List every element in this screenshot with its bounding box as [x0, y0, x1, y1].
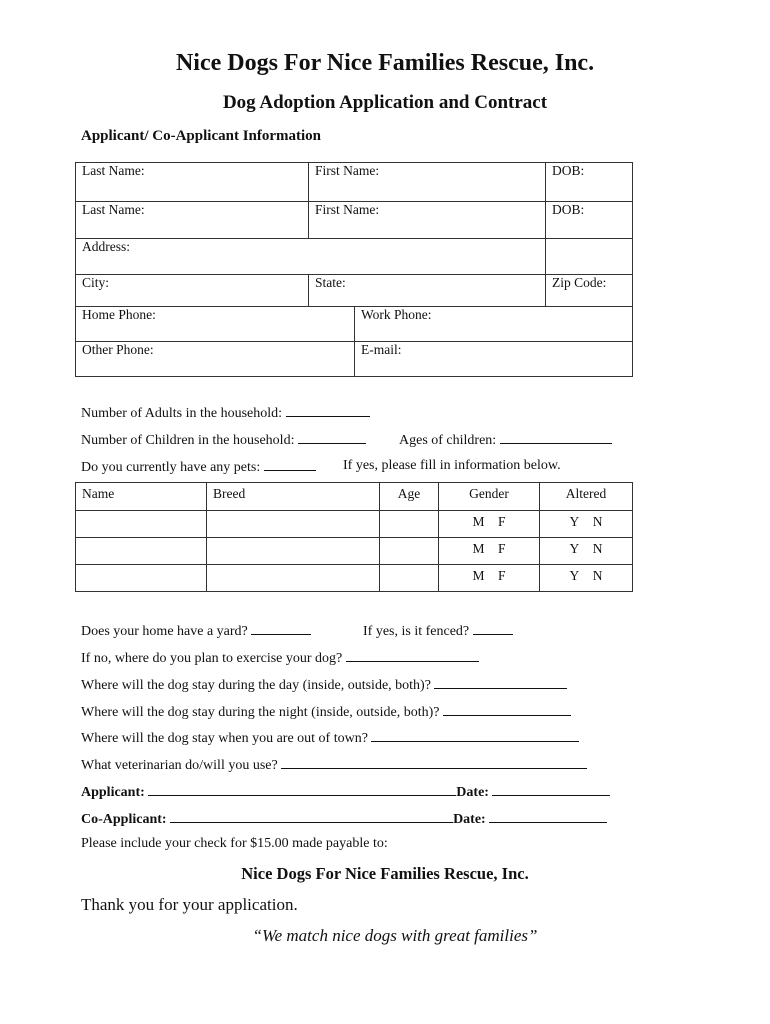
applicant-signature-input[interactable]	[148, 783, 456, 796]
dob-label: DOB:	[552, 163, 585, 178]
col-name: Name	[76, 483, 207, 511]
co-first-name-label: First Name:	[315, 202, 380, 217]
gender-m[interactable]: M	[472, 514, 485, 529]
fenced-input[interactable]	[473, 622, 513, 635]
pet-altered-cell[interactable]	[540, 565, 633, 592]
adults-label: Number of Adults in the household:	[81, 406, 283, 421]
address-field[interactable]	[76, 239, 546, 275]
co-first-name-field[interactable]	[309, 202, 546, 239]
applicant-date-input[interactable]	[492, 783, 610, 796]
zip-label: Zip Code:	[552, 275, 607, 290]
children-row	[81, 431, 366, 449]
children-label: Number of Children in the household:	[81, 433, 295, 448]
night-row	[81, 703, 571, 721]
children-input[interactable]	[298, 431, 366, 444]
pet-breed-cell[interactable]	[207, 511, 380, 538]
table-row	[76, 565, 633, 592]
pets-input[interactable]	[264, 458, 316, 471]
city-field[interactable]	[76, 275, 309, 307]
other-phone-field[interactable]	[76, 342, 355, 377]
pet-gender-cell[interactable]	[439, 538, 540, 565]
col-altered: Altered	[540, 483, 633, 511]
pet-age-cell[interactable]	[380, 565, 439, 592]
co-applicant-signature-input[interactable]	[170, 810, 453, 823]
pet-altered-cell[interactable]	[540, 538, 633, 565]
co-last-name-field[interactable]	[76, 202, 309, 239]
pets-header-row	[76, 483, 633, 511]
col-gender: Gender	[439, 483, 540, 511]
pet-altered-cell[interactable]	[540, 511, 633, 538]
table-row	[76, 538, 633, 565]
out-of-town-input[interactable]	[371, 729, 579, 742]
altered-n[interactable]: N	[592, 568, 603, 583]
pet-gender-cell[interactable]	[439, 511, 540, 538]
col-breed: Breed	[207, 483, 380, 511]
pet-breed-cell[interactable]	[207, 565, 380, 592]
thank-you: Thank you for your application.	[81, 895, 298, 914]
address-extra-field[interactable]	[546, 239, 633, 275]
out-of-town-row	[81, 729, 579, 747]
co-dob-label: DOB:	[552, 202, 585, 217]
exercise-row	[81, 649, 479, 667]
pet-age-cell[interactable]	[380, 511, 439, 538]
yard-input[interactable]	[251, 622, 311, 635]
state-label: State:	[315, 275, 346, 290]
dob-field[interactable]	[546, 163, 633, 202]
pet-name-cell[interactable]	[76, 538, 207, 565]
payment-note: Please include your check for $15.00 made payable to:	[81, 836, 388, 851]
fenced-row	[363, 622, 513, 640]
state-field[interactable]	[309, 275, 546, 307]
work-phone-label: Work Phone:	[361, 307, 432, 322]
altered-y[interactable]: Y	[569, 514, 580, 529]
gender-f[interactable]: F	[498, 568, 506, 583]
yard-label: Does your home have a yard?	[81, 624, 248, 639]
gender-m[interactable]: M	[472, 568, 485, 583]
pets-table	[75, 482, 633, 592]
co-applicant-date-input[interactable]	[489, 810, 607, 823]
co-dob-field[interactable]	[546, 202, 633, 239]
fenced-label: If yes, is it fenced?	[363, 624, 470, 639]
ages-row	[399, 431, 612, 449]
applicant-label: Applicant:	[81, 785, 145, 800]
gender-f[interactable]: F	[498, 541, 506, 556]
vet-row	[81, 756, 587, 774]
exercise-label: If no, where do you plan to exercise your dog?	[81, 651, 343, 666]
ages-input[interactable]	[500, 431, 612, 444]
day-row	[81, 676, 567, 694]
day-label: Where will the dog stay during the day (inside, outside, both)?	[81, 678, 431, 693]
altered-y[interactable]: Y	[569, 568, 580, 583]
pet-gender-cell[interactable]	[439, 565, 540, 592]
last-name-label: Last Name:	[82, 163, 145, 178]
address-label: Address:	[82, 239, 130, 254]
ages-label: Ages of children:	[399, 433, 497, 448]
out-of-town-label: Where will the dog stay when you are out of town?	[81, 731, 368, 746]
night-label: Where will the dog stay during the night (inside, outside, both)?	[81, 705, 440, 720]
yard-row	[81, 622, 311, 640]
city-label: City:	[82, 275, 110, 290]
pets-row	[81, 458, 316, 476]
pets-note: If yes, please fill in information below.	[343, 458, 561, 473]
vet-label: What veterinarian do/will you use?	[81, 758, 278, 773]
email-field[interactable]	[355, 342, 633, 377]
zip-field[interactable]	[546, 275, 633, 307]
pet-name-cell[interactable]	[76, 511, 207, 538]
pets-label: Do you currently have any pets:	[81, 460, 261, 475]
first-name-field[interactable]	[309, 163, 546, 202]
vet-input[interactable]	[281, 756, 587, 769]
co-applicant-signature-row	[81, 810, 607, 828]
applicant-date-label: Date:	[456, 785, 489, 800]
email-label: E-mail:	[361, 342, 402, 357]
night-input[interactable]	[443, 703, 571, 716]
adults-input[interactable]	[286, 404, 370, 417]
applicant-signature-row	[81, 783, 610, 801]
payee-name: Nice Dogs For Nice Families Rescue, Inc.	[241, 864, 529, 883]
section-heading: Applicant/ Co-Applicant Information	[81, 128, 322, 144]
table-row	[76, 511, 633, 538]
pet-age-cell[interactable]	[380, 538, 439, 565]
altered-n[interactable]: N	[592, 541, 603, 556]
pet-name-cell[interactable]	[76, 565, 207, 592]
day-input[interactable]	[434, 676, 567, 689]
phone-table	[75, 306, 633, 377]
page-title: Nice Dogs For Nice Families Rescue, Inc.	[175, 50, 595, 76]
form-title: Dog Adoption Application and Contract	[222, 92, 548, 113]
co-applicant-date-label: Date:	[453, 812, 486, 827]
applicant-info-table	[75, 162, 633, 307]
home-phone-field[interactable]	[76, 307, 355, 342]
gender-f[interactable]: F	[498, 514, 506, 529]
last-name-field[interactable]	[76, 163, 309, 202]
first-name-label: First Name:	[315, 163, 380, 178]
other-phone-label: Other Phone:	[82, 342, 154, 357]
home-phone-label: Home Phone:	[82, 307, 156, 322]
col-age: Age	[380, 483, 439, 511]
altered-n[interactable]: N	[592, 514, 603, 529]
slogan: “We match nice dogs with great families”	[252, 926, 538, 945]
altered-y[interactable]: Y	[569, 541, 580, 556]
adults-row	[81, 404, 370, 422]
co-applicant-label: Co-Applicant:	[81, 812, 167, 827]
work-phone-field[interactable]	[355, 307, 633, 342]
pet-breed-cell[interactable]	[207, 538, 380, 565]
gender-m[interactable]: M	[472, 541, 485, 556]
exercise-input[interactable]	[346, 649, 479, 662]
co-last-name-label: Last Name:	[82, 202, 145, 217]
